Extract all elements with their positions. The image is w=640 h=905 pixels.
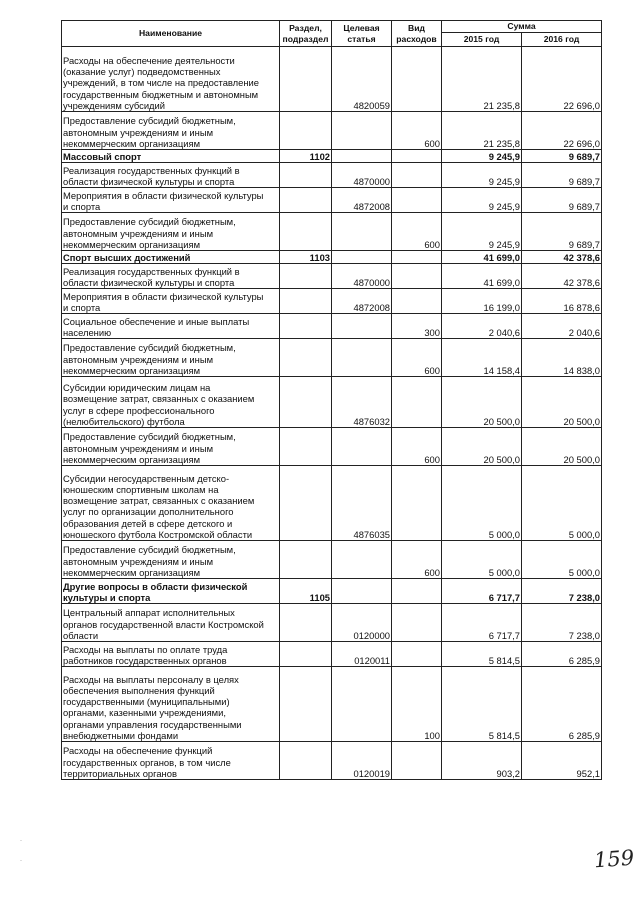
table-row: [62, 377, 602, 428]
row-sum-2016: 42 378,6: [522, 264, 602, 289]
row-sum-2015: 20 500,0: [442, 428, 522, 466]
row-name: Субсидии негосударственным детско- юношеским спортивным школам на возмещение затрат, связанных с оказанием услуг по организации дополнительного образования детей в сфере детского и юношеского футбола Костромской области: [62, 466, 280, 541]
row-sum-2016: 2 040,6: [522, 314, 602, 339]
table-row: [62, 466, 602, 541]
row-kind: [392, 466, 442, 541]
row-name: Предоставление субсидий бюджетным, автономным учреждениям и иным некоммерческим организациям: [62, 339, 280, 377]
row-target: [332, 579, 392, 604]
row-target: 4872008: [332, 289, 392, 314]
row-section: [280, 604, 332, 642]
header-2015: 2015 год: [442, 33, 522, 47]
row-section: [280, 289, 332, 314]
scan-mark: ·: [20, 838, 22, 844]
row-section: [280, 742, 332, 780]
table-row: [62, 541, 602, 579]
row-sum-2015: 41 699,0: [442, 264, 522, 289]
table-row: [62, 339, 602, 377]
row-name: Другие вопросы в области физической культуры и спорта: [62, 579, 280, 604]
row-sum-2015: 6 717,7: [442, 579, 522, 604]
row-target: 4870000: [332, 163, 392, 188]
row-section: [280, 163, 332, 188]
row-target: 4876035: [332, 466, 392, 541]
row-sum-2016: 6 285,9: [522, 642, 602, 667]
row-section: [280, 642, 332, 667]
row-section: 1105: [280, 579, 332, 604]
row-kind: [392, 604, 442, 642]
row-target: [332, 150, 392, 163]
row-name: Расходы на выплаты персоналу в целях обеспечения выполнения функций государственными (муниципальными) органами, казенными учреждениями, органами управления государственными внебюджетными фондами: [62, 667, 280, 742]
row-kind: [392, 377, 442, 428]
scan-mark: ·: [20, 858, 22, 864]
row-section: [280, 188, 332, 213]
table-row: [62, 264, 602, 289]
row-kind: [392, 47, 442, 112]
row-name: Предоставление субсидий бюджетным, автономным учреждениям и иным некоммерческим организациям: [62, 541, 280, 579]
row-sum-2015: 14 158,4: [442, 339, 522, 377]
row-section: [280, 314, 332, 339]
row-sum-2016: 5 000,0: [522, 466, 602, 541]
row-section: 1103: [280, 251, 332, 264]
row-sum-2016: 14 838,0: [522, 339, 602, 377]
row-sum-2016: 20 500,0: [522, 428, 602, 466]
table-row: [62, 213, 602, 251]
row-name: Мероприятия в области физической культуры и спорта: [62, 188, 280, 213]
row-sum-2016: 9 689,7: [522, 150, 602, 163]
row-section: 1102: [280, 150, 332, 163]
row-name: Расходы на обеспечение деятельности (оказание услуг) подведомственных учреждений, в том числе на предоставление государственным бюджетным и автономным учреждениям субсидий: [62, 47, 280, 112]
row-sum-2015: 9 245,9: [442, 163, 522, 188]
table-row: [62, 604, 602, 642]
row-target: 4876032: [332, 377, 392, 428]
row-name: Предоставление субсидий бюджетным, автономным учреждениям и иным некоммерческим организациям: [62, 213, 280, 251]
row-kind: 600: [392, 112, 442, 150]
row-sum-2015: 6 717,7: [442, 604, 522, 642]
row-sum-2015: 5 814,5: [442, 667, 522, 742]
row-target: [332, 251, 392, 264]
page-number: 159: [593, 845, 635, 873]
row-kind: [392, 188, 442, 213]
table-row: [62, 742, 602, 780]
row-sum-2016: 20 500,0: [522, 377, 602, 428]
row-name: Массовый спорт: [62, 150, 280, 163]
row-kind: [392, 642, 442, 667]
row-kind: [392, 264, 442, 289]
row-sum-2015: 5 000,0: [442, 541, 522, 579]
row-name: Реализация государственных функций в области физической культуры и спорта: [62, 163, 280, 188]
row-sum-2016: 5 000,0: [522, 541, 602, 579]
row-target: 4870000: [332, 264, 392, 289]
row-sum-2015: 9 245,9: [442, 150, 522, 163]
row-sum-2016: 9 689,7: [522, 163, 602, 188]
row-name: Центральный аппарат исполнительных органов государственной власти Костромской области: [62, 604, 280, 642]
row-name: Предоставление субсидий бюджетным, автономным учреждениям и иным некоммерческим организациям: [62, 428, 280, 466]
table-row: [62, 314, 602, 339]
row-target: [332, 314, 392, 339]
row-kind: [392, 742, 442, 780]
row-kind: [392, 579, 442, 604]
row-kind: 100: [392, 667, 442, 742]
table-row: [62, 112, 602, 150]
row-sum-2016: 22 696,0: [522, 112, 602, 150]
row-sum-2016: 7 238,0: [522, 604, 602, 642]
row-kind: 600: [392, 339, 442, 377]
row-section: [280, 466, 332, 541]
row-target: [332, 667, 392, 742]
header-kind: Вид расходов: [392, 21, 442, 47]
row-sum-2016: 952,1: [522, 742, 602, 780]
row-section: [280, 667, 332, 742]
row-sum-2016: 9 689,7: [522, 213, 602, 251]
row-target: 4872008: [332, 188, 392, 213]
row-target: 0120011: [332, 642, 392, 667]
budget-table: [61, 20, 602, 780]
row-target: [332, 428, 392, 466]
row-target: [332, 112, 392, 150]
row-kind: [392, 150, 442, 163]
table-row: [62, 642, 602, 667]
row-sum-2015: 9 245,9: [442, 188, 522, 213]
row-sum-2016: 7 238,0: [522, 579, 602, 604]
header-name: Наименование: [62, 21, 280, 47]
row-target: [332, 541, 392, 579]
row-kind: 600: [392, 213, 442, 251]
table-row: [62, 188, 602, 213]
table-row: [62, 251, 602, 264]
row-section: [280, 47, 332, 112]
row-sum-2015: 16 199,0: [442, 289, 522, 314]
row-name: Реализация государственных функций в области физической культуры и спорта: [62, 264, 280, 289]
row-kind: [392, 289, 442, 314]
header-target: Целевая статья: [332, 21, 392, 47]
row-sum-2015: 41 699,0: [442, 251, 522, 264]
row-sum-2016: 42 378,6: [522, 251, 602, 264]
table-row: [62, 667, 602, 742]
row-target: [332, 339, 392, 377]
row-kind: [392, 163, 442, 188]
row-section: [280, 377, 332, 428]
row-section: [280, 428, 332, 466]
row-sum-2016: 16 878,6: [522, 289, 602, 314]
row-section: [280, 339, 332, 377]
row-section: [280, 112, 332, 150]
row-name: Мероприятия в области физической культуры и спорта: [62, 289, 280, 314]
table-row: [62, 428, 602, 466]
row-sum-2015: 5 000,0: [442, 466, 522, 541]
row-name: Расходы на выплаты по оплате труда работников государственных органов: [62, 642, 280, 667]
row-sum-2015: 5 814,5: [442, 642, 522, 667]
row-sum-2015: 20 500,0: [442, 377, 522, 428]
row-name: Расходы на обеспечение функций государственных органов, в том числе территориальных органов: [62, 742, 280, 780]
row-sum-2015: 903,2: [442, 742, 522, 780]
table-row: [62, 47, 602, 112]
row-name: Субсидии юридическим лицам на возмещение затрат, связанных с оказанием услуг в сфере профессионального (нелюбительского) футбола: [62, 377, 280, 428]
row-sum-2016: 9 689,7: [522, 188, 602, 213]
row-target: [332, 213, 392, 251]
header-sum: Сумма: [442, 21, 602, 33]
row-sum-2016: 6 285,9: [522, 667, 602, 742]
row-kind: 600: [392, 541, 442, 579]
row-section: [280, 264, 332, 289]
row-kind: [392, 251, 442, 264]
table-row: [62, 289, 602, 314]
row-sum-2015: 9 245,9: [442, 213, 522, 251]
row-sum-2016: 22 696,0: [522, 47, 602, 112]
row-section: [280, 541, 332, 579]
row-name: Социальное обеспечение и иные выплаты населению: [62, 314, 280, 339]
row-section: [280, 213, 332, 251]
row-target: 0120019: [332, 742, 392, 780]
row-name: Предоставление субсидий бюджетным, автономным учреждениям и иным некоммерческим организациям: [62, 112, 280, 150]
row-name: Спорт высших достижений: [62, 251, 280, 264]
row-kind: 300: [392, 314, 442, 339]
table-row: [62, 579, 602, 604]
header-2016: 2016 год: [522, 33, 602, 47]
row-sum-2015: 21 235,8: [442, 112, 522, 150]
row-target: 4820059: [332, 47, 392, 112]
row-target: 0120000: [332, 604, 392, 642]
table-row: [62, 163, 602, 188]
row-kind: 600: [392, 428, 442, 466]
row-sum-2015: 2 040,6: [442, 314, 522, 339]
header-section: Раздел, подраздел: [280, 21, 332, 47]
row-sum-2015: 21 235,8: [442, 47, 522, 112]
table-row: [62, 150, 602, 163]
